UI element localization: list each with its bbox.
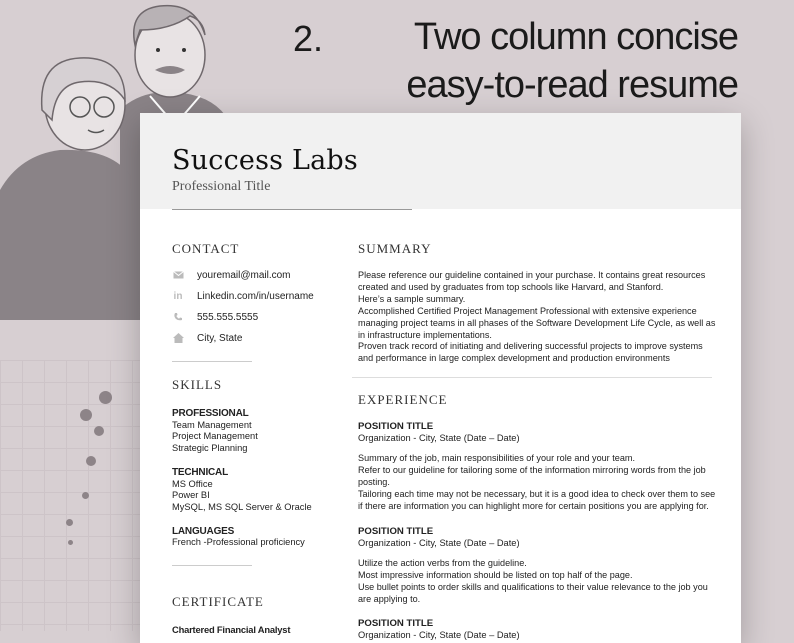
skill-group-title: TECHNICAL: [172, 466, 228, 478]
professional-title: Professional Title: [172, 179, 271, 194]
resume-name: Success Labs: [172, 145, 358, 176]
phone-icon: [172, 311, 184, 323]
position-line: if there are information you can highlight more for certain positions you are applying for.: [358, 500, 709, 511]
contact-location-text: City, State: [197, 332, 243, 344]
left-divider: [172, 565, 252, 566]
summary-line: Please reference our guideline contained in your purchase. It contains great resources: [358, 270, 706, 280]
decor-dot: [80, 409, 92, 421]
resume-header: [140, 113, 741, 209]
headline-line-2: easy-to-read resume: [406, 64, 738, 106]
experience-heading: EXPERIENCE: [358, 392, 448, 408]
position-org: Organization - City, State (Date – Date): [358, 433, 520, 444]
certificate-list: [172, 624, 332, 636]
position-line: Most impressive information should be listed on top half of the page.: [358, 569, 633, 580]
right-divider: [352, 377, 712, 378]
resume-page: [140, 113, 741, 643]
skill-item: French -Professional proficiency: [172, 537, 305, 548]
decor-dot: [86, 456, 96, 466]
contact-location: [172, 332, 332, 344]
position-line: posting.: [358, 477, 390, 488]
position-line: Summary of the job, main responsibilities of your role and your team.: [358, 453, 635, 464]
position-entry: [358, 421, 718, 513]
position-line: are applying to.: [358, 593, 421, 604]
skill-group: [172, 467, 332, 514]
decor-dot: [99, 391, 112, 404]
skill-group-title: LANGUAGES: [172, 525, 235, 537]
summary-line: managing project teams in all phases of the Software Development Life Cycle, as well as: [358, 317, 716, 328]
decor-dot: [68, 540, 73, 545]
position-description: [358, 453, 718, 513]
position-line: Use bullet points to order skills and qualifications to their value relevance to the job you: [358, 581, 708, 592]
left-column: [172, 241, 332, 636]
decor-dot: [94, 426, 104, 436]
skill-item: MS Office: [172, 478, 213, 489]
summary-line: Proven track record of initiating and delivering successful projects to improve systems: [358, 341, 703, 352]
summary-text: [358, 270, 718, 365]
position-title: POSITION TITLE: [358, 421, 434, 433]
contact-heading: CONTACT: [172, 241, 240, 256]
skill-item: Team Management: [172, 419, 252, 430]
position-line: Tailoring each time may not be necessary, but it is a good idea to check over them to see: [358, 488, 716, 499]
skill-item: Strategic Planning: [172, 443, 248, 454]
skill-item: Power BI: [172, 490, 210, 501]
contact-linkedin: [172, 290, 332, 302]
email-icon: [172, 269, 184, 281]
contact-linkedin-text: Linkedin.com/in/username: [197, 290, 314, 302]
position-line: Utilize the action verbs from the guideline.: [358, 557, 527, 568]
header-rule: [172, 209, 412, 210]
position-description: [358, 558, 718, 606]
position-org: Organization - City, State (Date – Date): [358, 630, 520, 641]
summary-line: Here’s a sample summary.: [358, 293, 466, 304]
contact-phone: [172, 311, 332, 323]
skills-heading: SKILLS: [172, 377, 223, 392]
left-divider: [172, 361, 252, 362]
skill-group-title: PROFESSIONAL: [172, 408, 249, 419]
position-org: Organization - City, State (Date – Date): [358, 537, 520, 548]
right-column: [358, 241, 718, 640]
position-entry: [358, 526, 718, 606]
certificate-heading: CERTIFICATE: [172, 594, 264, 610]
background-grid: [0, 360, 150, 631]
home-icon: [172, 332, 184, 344]
position-entry: [358, 618, 718, 640]
position-line: Refer to our guideline for tailoring some of the information mirroring words from the job: [358, 465, 706, 476]
certificate-item: Chartered Financial Analyst: [172, 624, 291, 636]
decor-dot: [82, 492, 89, 499]
linkedin-icon: in: [173, 290, 183, 302]
summary-heading: SUMMARY: [358, 241, 432, 256]
skill-item: Project Management: [172, 431, 258, 442]
summary-line: Accomplished Certified Project Management Professional with extensive experience: [358, 305, 697, 316]
summary-line: created and used by graduates from top schools like Harvard, and Stanford.: [358, 281, 664, 292]
summary-line: in infrastructure implementations.: [358, 329, 492, 340]
summary-line: and performance in large complex development and production environments: [358, 353, 670, 364]
headline-line-1: Two column concise: [413, 16, 738, 58]
step-number: 2.: [293, 18, 324, 59]
contact-phone-text: 555.555.5555: [197, 311, 259, 323]
position-title: POSITION TITLE: [358, 525, 434, 537]
decor-dot: [66, 519, 73, 526]
contact-email-text: youremail@mail.com: [197, 269, 291, 281]
skill-group: [172, 526, 332, 549]
contact-email: [172, 269, 332, 281]
position-title: POSITION TITLE: [358, 618, 434, 630]
skill-item: MySQL, MS SQL Server & Oracle: [172, 501, 312, 512]
skill-group: [172, 408, 332, 455]
